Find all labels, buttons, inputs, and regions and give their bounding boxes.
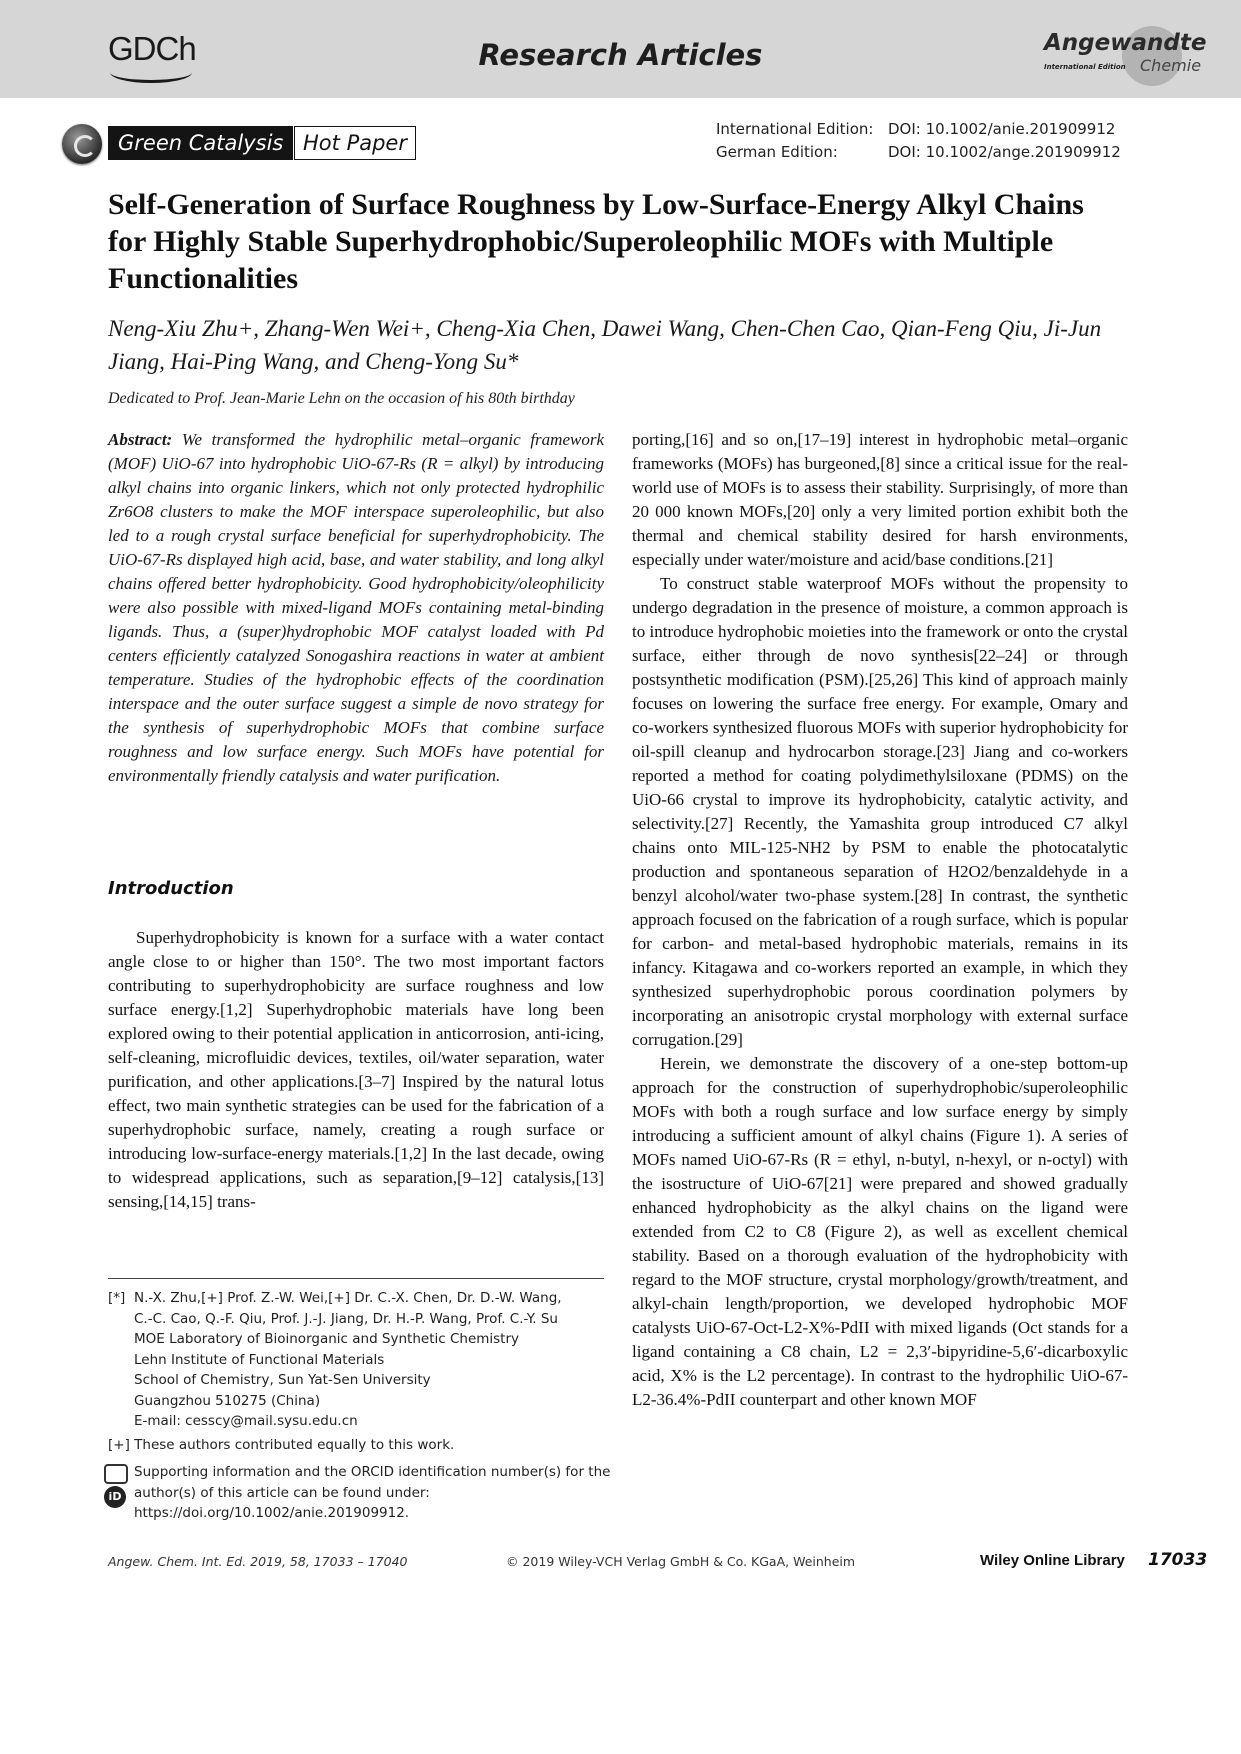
introduction-heading: Introduction [108,878,234,899]
right-column-body [632,428,1128,1412]
abstract [108,428,604,788]
affiliation-line: Lehn Institute of Functional Materials [134,1351,385,1368]
author-list: Neng-Xiu Zhu+, Zhang-Wen Wei+, Cheng-Xia Chen, Dawei Wang, Chen-Chen Cao, Qian-Feng Qiu, Ji-Jun Jiang, Hai-Ping Wang, and Cheng-Yong Su* [108,316,1102,374]
abstract-label: Abstract: [108,430,173,449]
correspondence-footnote [108,1288,604,1432]
left-column-body [108,926,604,1214]
footnote-rule [108,1278,604,1279]
affiliation-line: MOE Laboratory of Bioinorganic and Synthetic Chemistry [134,1331,520,1347]
doi-german-label: German Edition: [716,143,838,161]
correspondence-mark: [*] [108,1290,126,1306]
footer-library-link[interactable]: Wiley Online Library [980,1552,1125,1569]
orcid-icon: iD [104,1486,126,1508]
article-title: Self-Generation of Surface Roughness by Low-Surface-Energy Alkyl Chains for Highly Stable Superhydrophobic/Superoleophilic MOFs with Multiple Functionalities [108,188,1084,295]
journal-logo: Angewandte [1044,30,1207,56]
doi-german-link[interactable]: DOI: 10.1002/ange.201909912 [888,143,1121,161]
equal-contribution-note: [+] These authors contributed equally to this work. [108,1437,455,1453]
publisher-logo: GDCh [108,30,196,67]
doi-international [716,120,1115,138]
doi-intl-label: International Edition: [716,120,874,138]
supporting-info-note[interactable]: Supporting information and the ORCID identification number(s) for the author(s) of this article can be found under: https://doi.org/10.1002/anie.201909912. [134,1464,611,1521]
supporting-info-icon [104,1464,128,1484]
journal-logo-chemie: Chemie [1140,56,1202,75]
affiliation-line: N.-X. Zhu,[+] Prof. Z.-W. Wei,[+] Dr. C.-X. Chen, Dr. D.-W. Wang, [134,1290,562,1306]
dedication: Dedicated to Prof. Jean-Marie Lehn on the occasion of his 80th birthday [108,390,575,407]
affiliation-line: C.-C. Cao, Q.-F. Qiu, Prof. J.-J. Jiang, Dr. H.-P. Wang, Prof. C.-Y. Su [134,1310,558,1327]
category-label: Green Catalysis [108,126,293,160]
category-icon [62,124,102,164]
footer-copyright: © 2019 Wiley-VCH Verlag GmbH & Co. KGaA, Weinheim [506,1554,856,1569]
hot-paper-tag: Hot Paper [294,126,416,160]
section-title: Research Articles [478,38,763,72]
doi-intl-link[interactable]: DOI: 10.1002/anie.201909912 [888,120,1116,138]
intro-paragraph-1: Superhydrophobicity is known for a surface with a water contact angle close to or higher than 150°. The two most important factors contributing to superhydrophobicity are surface roughness and low surface energy.[1,2] Superhydrophobic materials have long been explored owing to their potential application in anticorrosion, anti-icing, self-cleaning, microfluidic devices, textiles, oil/water separation, water purification, and other applications.[3–7] Inspired by the natural lotus effect, two main synthetic strategies can be used for the fabrication of a superhydrophobic surface, namely, creating a rough surface or introducing low-surface-energy materials.[1,2] In the last decade, owing to widespread applications, such as separation,[9–12] catalysis,[13] sensing,[14,15] trans- [108,928,604,1211]
doi-german [716,143,1121,161]
abstract-text: We transformed the hydrophilic metal–organic framework (MOF) UiO-67 into hydrophobic UiO-67-Rs (R = alkyl) by introducing alkyl chains into organic linkers, which not only protected hydrophilic Zr6O8 clusters to make the MOF interspace superoleophilic, but also led to a rough crystal surface beneficial for superhydrophobicity. The UiO-67-Rs displayed high acid, base, and water stability, and long alkyl chains offered better hydrophobicity. Good hydrophobicity/oleophilicity were also possible with mixed-ligand MOFs containing metal-binding ligands. Thus, a (super)hydrophobic MOF catalyst loaded with Pd centers efficiently catalyzed Sonogashira reactions in water at ambient temperature. Studies of the hydrophobic effects of the coordination interspace and the outer surface suggest a simple de novo strategy for the synthesis of superhydrophobic MOFs that combine surface roughness and low surface energy. Such MOFs have potential for environmentally friendly catalysis and water purification. [108,430,604,785]
email-link[interactable]: E-mail: cesscy@mail.sysu.edu.cn [134,1413,358,1429]
journal-logo-edition: International Edition [1044,63,1126,71]
affiliation-line: Guangzhou 510275 (China) [134,1392,321,1409]
body-paragraph-2: To construct stable waterproof MOFs without the propensity to undergo degradation in the presence of moisture, a common approach is to introduce hydrophobic moieties into the framework or onto the crystal surface, either through de novo synthesis[22–24] or through postsynthetic modification (PSM).[25,26] This kind of approach mainly focuses on lowering the surface free energy. For example, Omary and co-workers synthesized fluorous MOFs with superior hydrophobicity for oil-spill cleanup and hydrocarbon storage.[23] Jiang and co-workers reported a method for coating polydimethylsiloxane (PDMS) on the UiO-66 crystal to improve its hydrophobicity, catalytic activity, and selectivity.[27] Recently, the Yamashita group introduced C7 alkyl chains onto MIL-125-NH2 by PSM to enable the photocatalytic production and spontaneous separation of H2O2/benzaldehyde in a benzyl alcohol/water two-phase system.[28] In contrast, the synthetic approach focused on the fabrication of a rough surface, which is popular for carbon- and metal-based hydrophobic materials, remains in its infancy. Kitagawa and co-workers reported an example, in which they synthesized superhydrophobic porous coordination polymers by incorporating an anisotropic crystal morphology with external surface corrugation.[29] [632,574,1128,1049]
page-number: 17033 [1148,1550,1208,1570]
footer-citation: Angew. Chem. Int. Ed. 2019, 58, 17033 – 17040 [108,1554,408,1569]
body-paragraph-3: Herein, we demonstrate the discovery of a one-step bottom-up approach for the construction of superhydrophobic/superoleophilic MOFs with both a rough surface and low surface energy by simply introducing a sufficient amount of alkyl chains (Figure 1). A series of MOFs named UiO-67-Rs (R = ethyl, n-butyl, n-hexyl, or n-octyl) with the isostructure of UiO-67[21] were prepared and showed gradually enhanced hydrophobicity as the alkyl chains on the ligand were extended from C2 to C8 (Figure 2), as well as excellent chemical stability. Based on a thorough evaluation of the hydrophobicity with regard to the MOF structure, crystal morphology/growth/treatment, and alkyl-chain length/proportion, we developed hydrophobic MOF catalysts UiO-67-Oct-L2-X%-PdII with mixed ligands (Oct stands for a ligand containing a C8 chain, L2 = 2,3′-bipyridine-5,6′-dicarboxylic acid, X% is the L2 percentage). In contrast to the hydrophilic UiO-67-L2-36.4%-PdII counterpart and other known MOF [632,1054,1128,1409]
affiliation-line: School of Chemistry, Sun Yat-Sen University [134,1372,431,1388]
body-paragraph-1: porting,[16] and so on,[17–19] interest in hydrophobic metal–organic frameworks (MOFs) has burgeoned,[8] since a critical issue for the real-world use of MOFs is to assess their stability. Surprisingly, of more than 20 000 known MOFs,[20] only a very limited portion exhibit both the thermal and chemical stability desired for harsh environments, especially under water/moisture and acid/base conditions.[21] [632,430,1128,569]
